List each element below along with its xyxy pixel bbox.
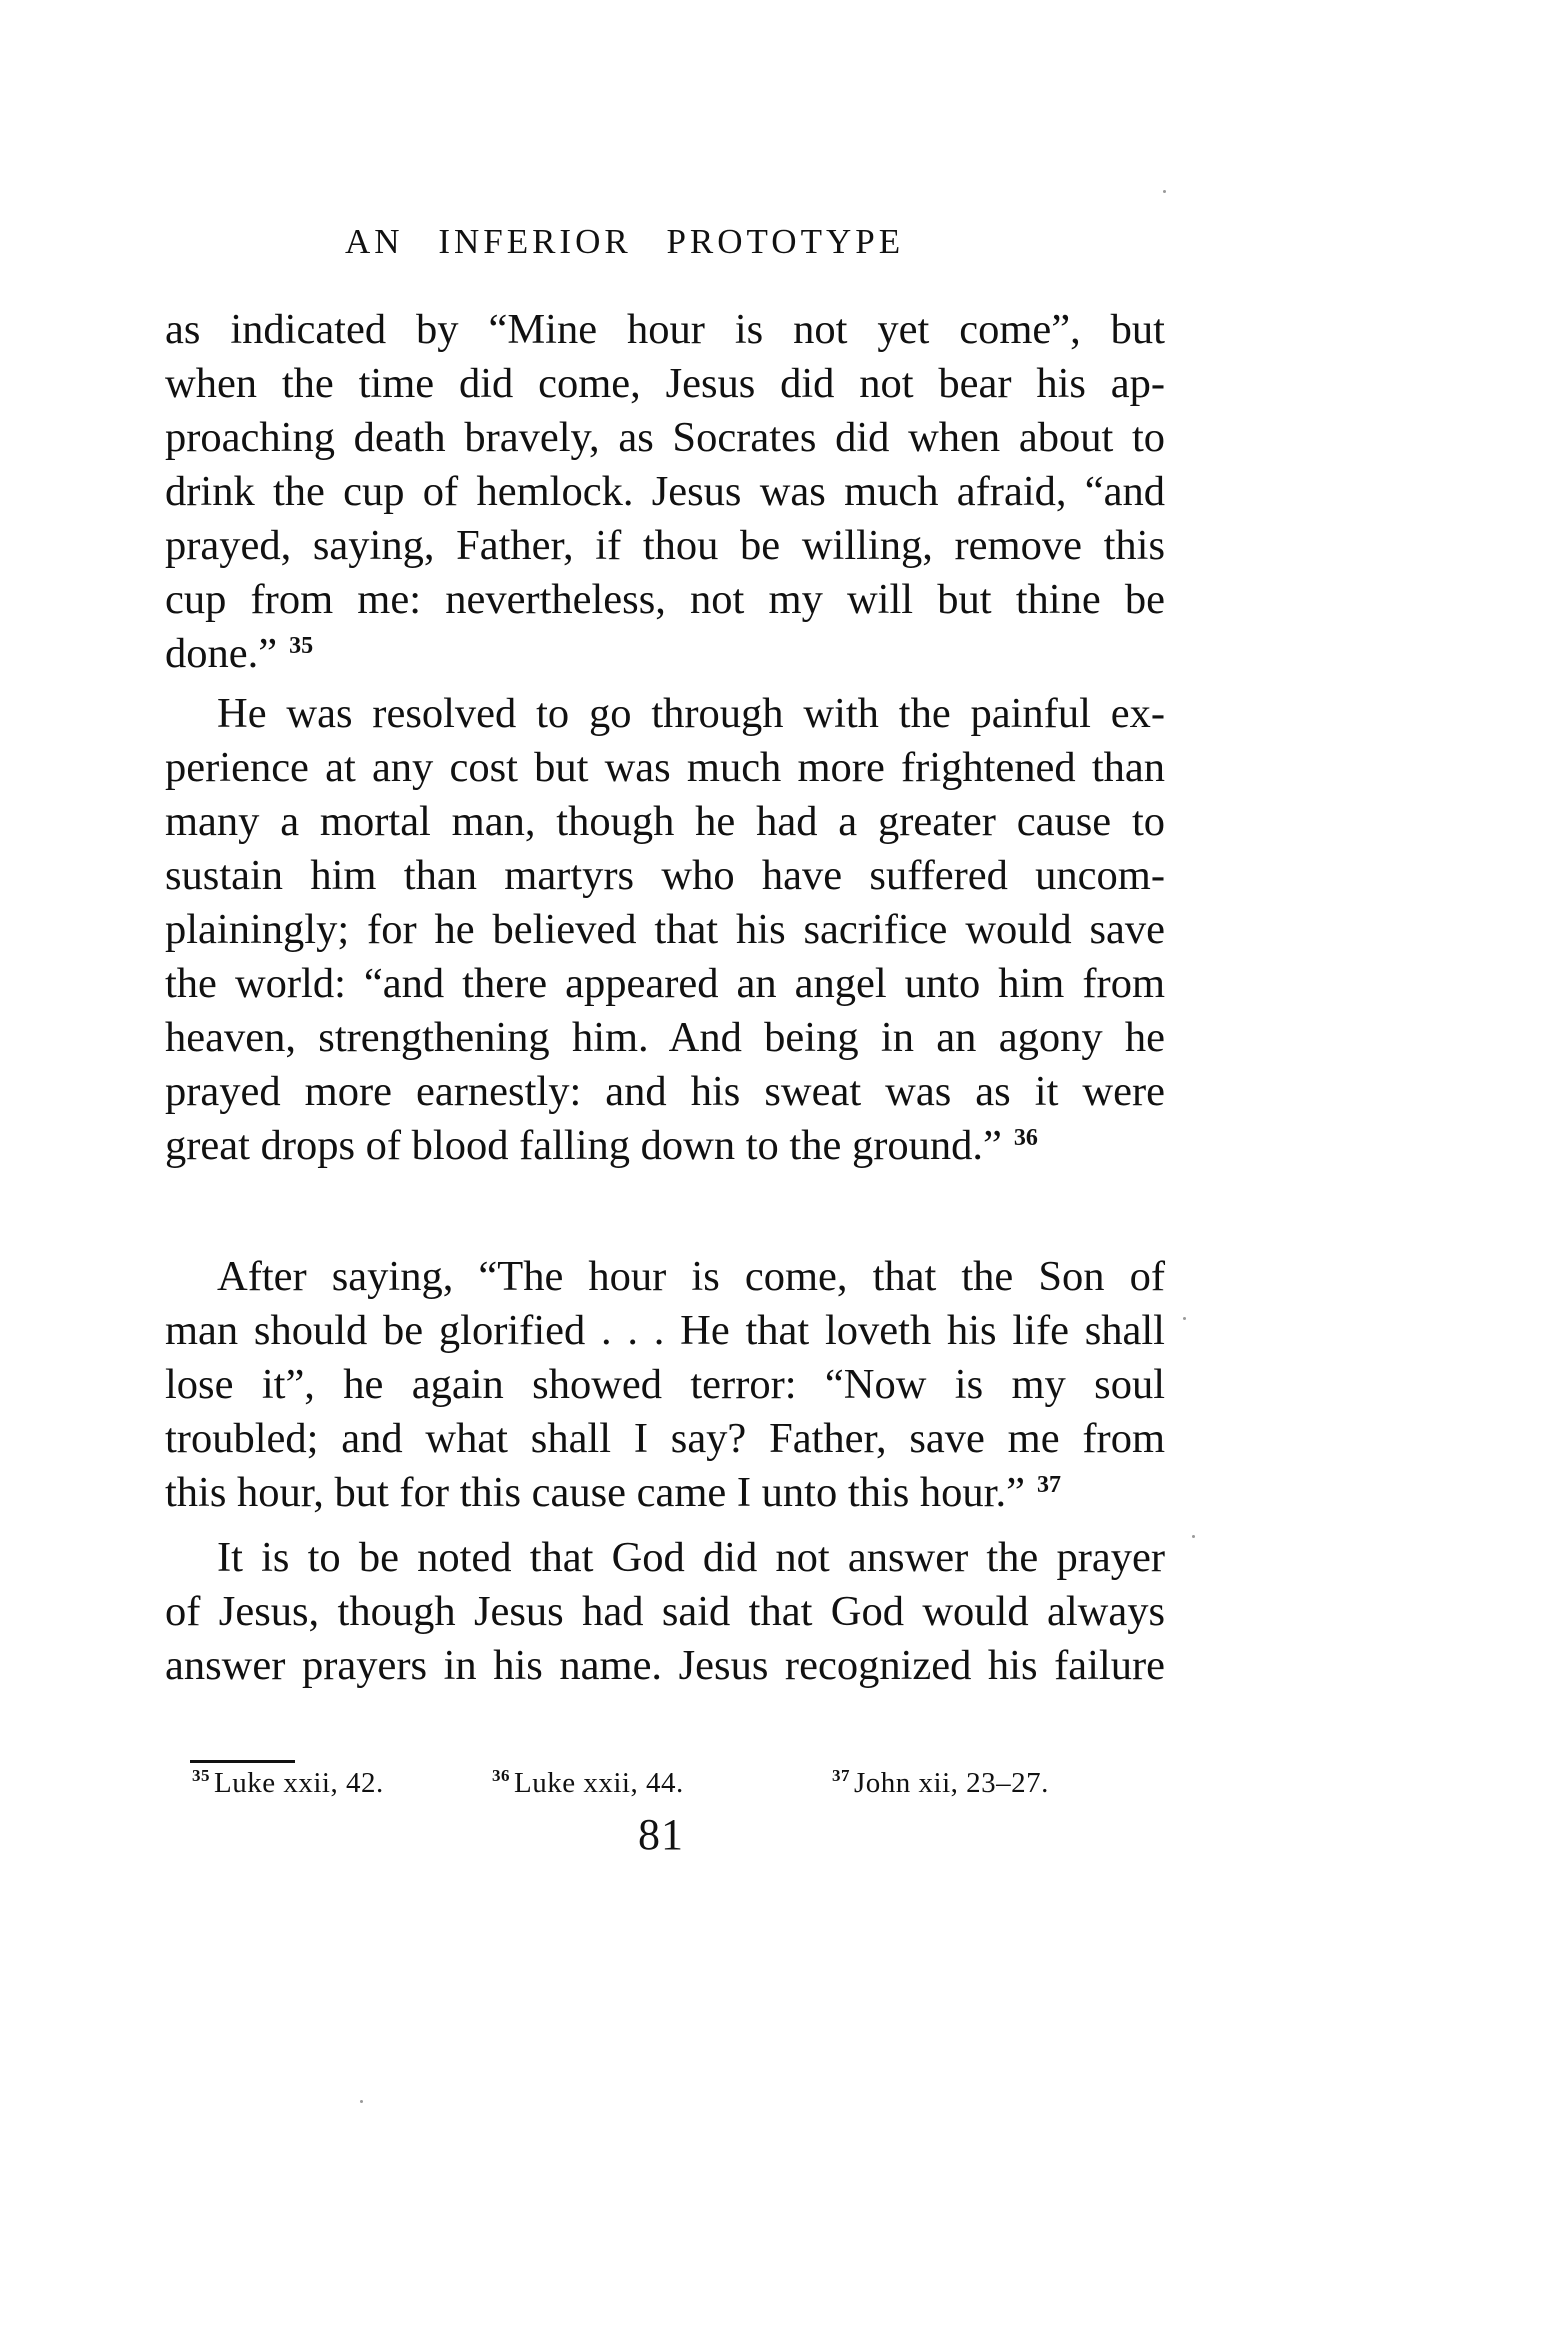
line-text: great drops of blood falling down to the ground.”: [165, 1122, 1002, 1169]
footnote-text: John xii, 23–27.: [854, 1767, 1049, 1799]
text-line: perience at any cost but was much more frightened than: [165, 744, 1165, 791]
running-head-word: INFERIOR: [438, 222, 632, 261]
footnote-reference: 36: [1013, 1125, 1038, 1151]
text-line: sustain him than martyrs who have suffered uncom-: [165, 852, 1165, 899]
footnote-number: 37: [832, 1766, 850, 1785]
text-line: proaching death bravely, as Socrates did when about to: [165, 414, 1165, 461]
text-line: man should be glorified . . . He that loveth his life shall: [165, 1307, 1165, 1354]
text-line: of Jesus, though Jesus had said that God would always: [165, 1588, 1165, 1635]
text-line: as indicated by “Mine hour is not yet come”, but: [165, 306, 1165, 353]
scan-speck: [360, 2100, 363, 2103]
text-line: many a mortal man, though he had a greater cause to: [165, 798, 1165, 845]
scan-speck: [1183, 1317, 1186, 1320]
footnote-number: 36: [492, 1766, 510, 1785]
scan-speck: [1192, 1535, 1195, 1538]
text-line: drink the cup of hemlock. Jesus was much afraid, “and: [165, 468, 1165, 515]
text-line: After saying, “The hour is come, that the Son of: [217, 1253, 1165, 1300]
footnote: [492, 1767, 684, 1800]
running-head-word: AN: [345, 222, 404, 261]
footnote-text: Luke xxii, 42.: [214, 1767, 384, 1799]
text-line: cup from me: nevertheless, not my will but thine be: [165, 576, 1165, 623]
paragraph-3: [165, 1250, 1165, 1520]
text-line: It is to be noted that God did not answer the prayer: [217, 1534, 1165, 1581]
paragraph-2: [165, 687, 1165, 1173]
running-head: [345, 222, 985, 262]
line-text: this hour, but for this cause came I unto this hour.”: [165, 1469, 1025, 1516]
footnote: [192, 1767, 384, 1800]
text-line: the world: “and there appeared an angel unto him from: [165, 960, 1165, 1007]
text-line: He was resolved to go through with the painful ex-: [217, 690, 1165, 737]
text-line: lose it”, he again showed terror: “Now is my soul: [165, 1361, 1165, 1408]
text-line: plainingly; for he believed that his sacrifice would save: [165, 906, 1165, 953]
text-line: troubled; and what shall I say? Father, save me from: [165, 1415, 1165, 1462]
footnote-reference: 37: [1036, 1472, 1061, 1498]
footnote-rule: [190, 1760, 295, 1763]
text-line: when the time did come, Jesus did not bear his ap-: [165, 360, 1165, 407]
line-text: done.”: [165, 630, 278, 677]
footnote: [832, 1767, 1049, 1800]
page-number: 81: [638, 1810, 684, 1859]
text-line: [165, 627, 1165, 681]
text-line: answer prayers in his name. Jesus recognized his failure: [165, 1642, 1165, 1689]
paragraph-4: [165, 1531, 1165, 1693]
footnote-text: Luke xxii, 44.: [514, 1767, 684, 1799]
text-line: [165, 1466, 1165, 1520]
footnote-number: 35: [192, 1766, 210, 1785]
text-line: heaven, strengthening him. And being in an agony he: [165, 1014, 1165, 1061]
scan-speck: [1163, 190, 1166, 193]
text-line: [165, 1119, 1165, 1173]
running-head-word: PROTOTYPE: [666, 222, 905, 261]
text-line: prayed, saying, Father, if thou be willing, remove this: [165, 522, 1165, 569]
text-line: prayed more earnestly: and his sweat was as it were: [165, 1068, 1165, 1115]
footnote-reference: 35: [289, 633, 314, 659]
paragraph-1: [165, 303, 1165, 681]
